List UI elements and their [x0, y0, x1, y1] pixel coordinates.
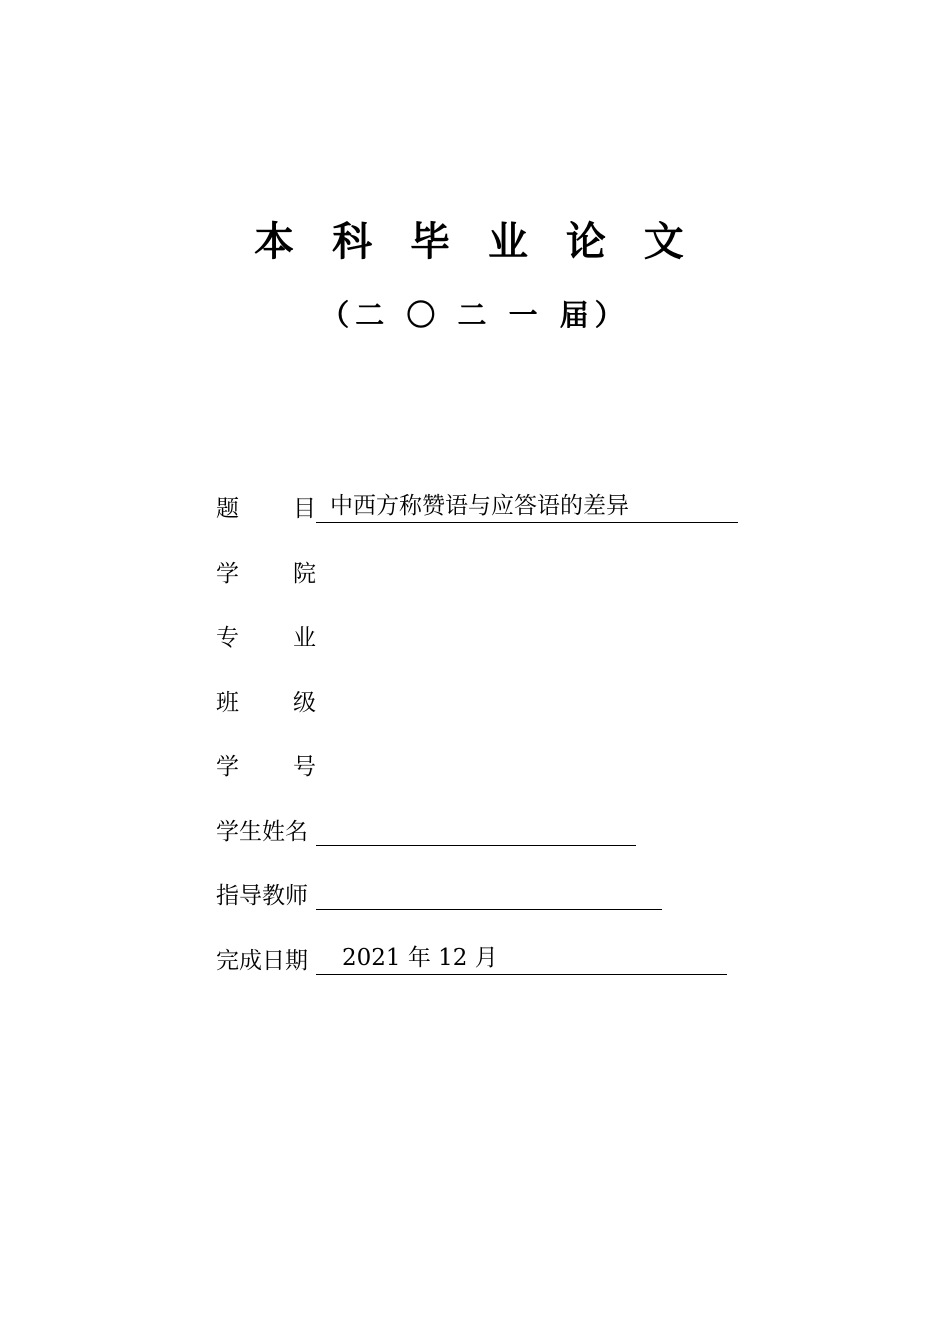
info-form	[216, 487, 776, 1003]
completion-date-label: 完成日期	[216, 947, 308, 974]
major-row	[216, 616, 776, 681]
college-row	[216, 552, 776, 617]
student-name-row	[216, 810, 776, 875]
student-id-row	[216, 745, 776, 810]
advisor-label: 指导教师	[216, 883, 308, 909]
topic-label: 题 目	[216, 496, 316, 522]
college-label: 学 院	[216, 560, 316, 587]
completion-date-row	[216, 939, 776, 1004]
advisor-line	[316, 877, 662, 910]
major-label: 专 业	[216, 625, 316, 651]
advisor-row	[216, 874, 776, 939]
class-row	[216, 681, 776, 746]
document-subtitle: （二 〇 二 一 届）	[320, 298, 630, 332]
document-title: 本 科 毕 业 论 文	[254, 219, 696, 265]
student-id-label: 学 号	[216, 754, 316, 780]
topic-value: 中西方称赞语与应答语的差异	[316, 490, 738, 523]
topic-row	[216, 487, 776, 552]
student-name-label: 学生姓名	[216, 818, 308, 845]
completion-date-value: 2021 年 12 月	[316, 942, 727, 975]
class-label: 班 级	[216, 689, 316, 716]
student-name-line	[316, 813, 636, 846]
